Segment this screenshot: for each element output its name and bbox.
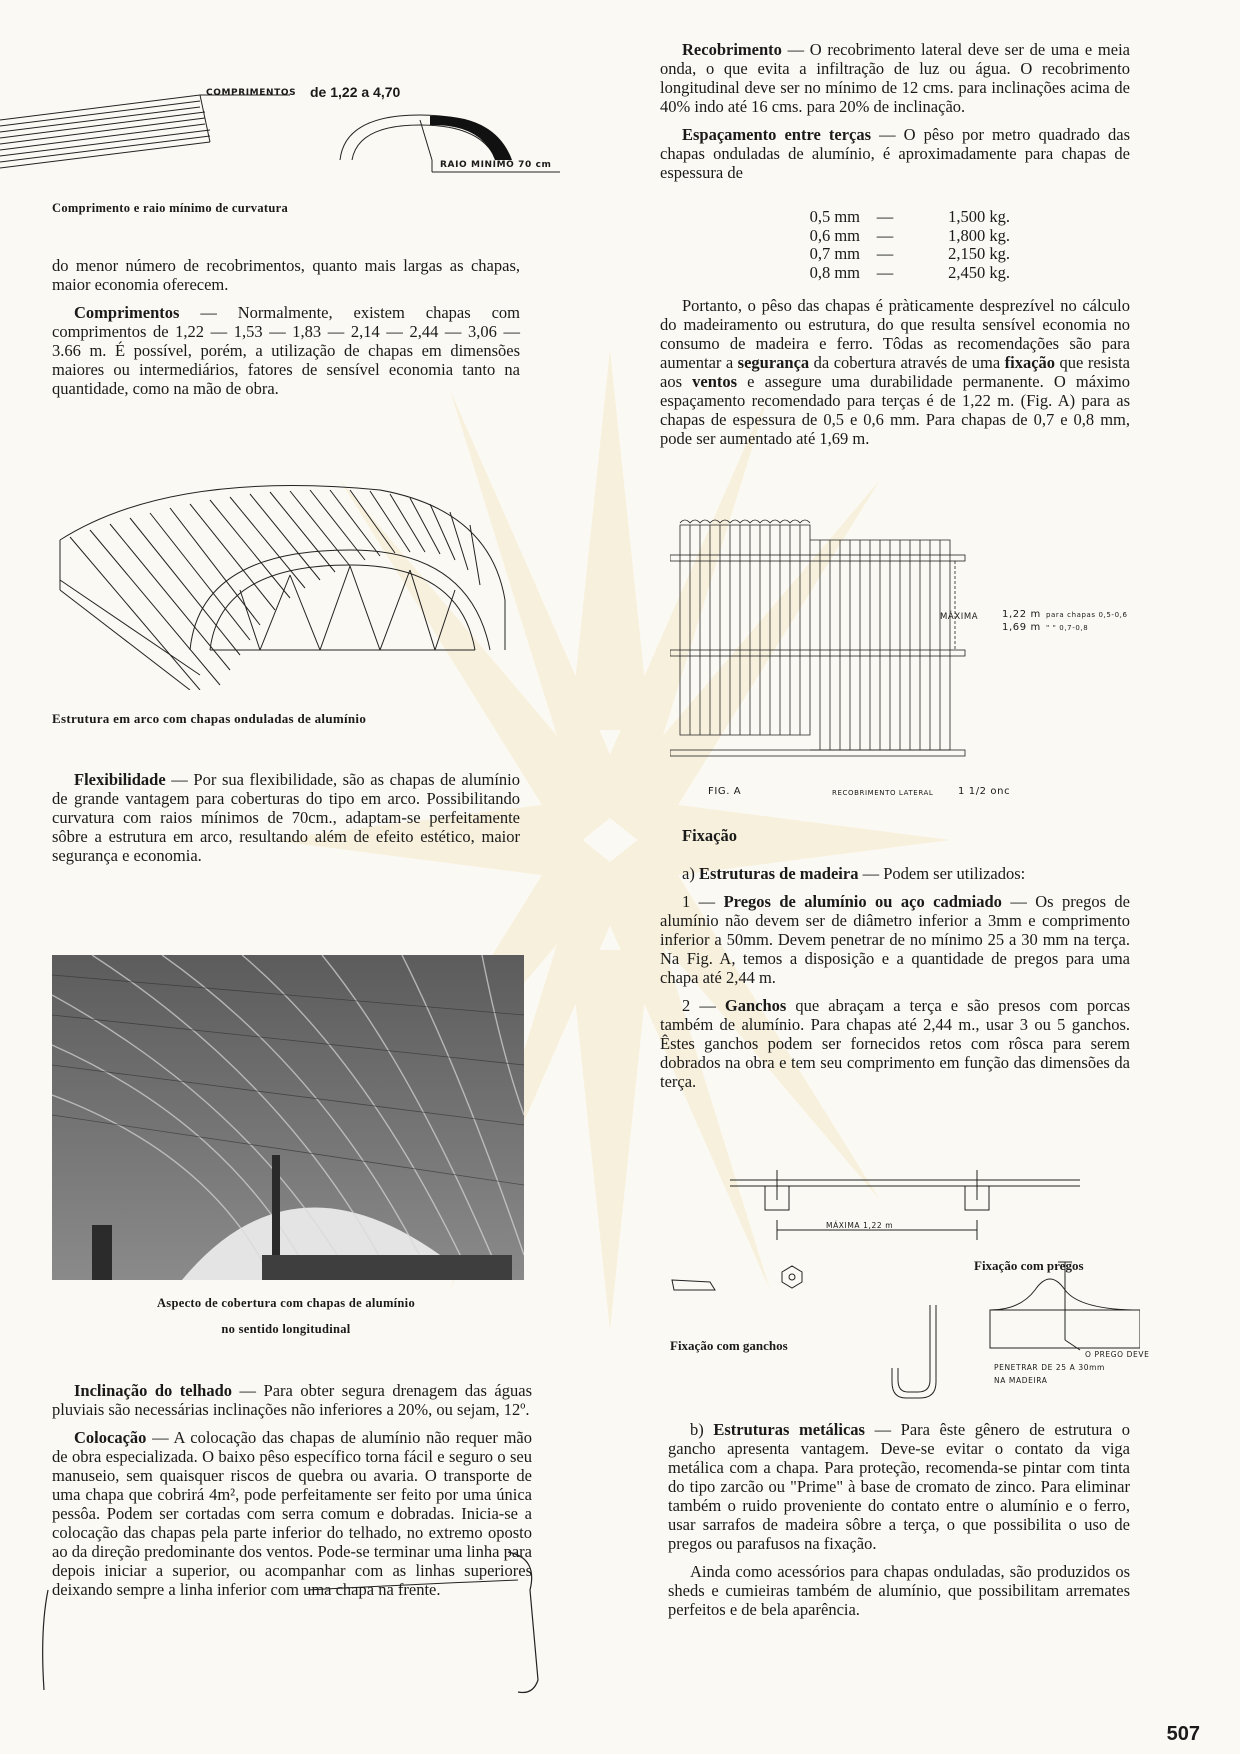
colocacao-text: — A colocação das chapas de alumínio não requer mão de obra especializada. O baixo pêso específico torna fácil e seguro o seu manuseio, sem quaisquer riscos de quebra ou avaria. O transporte de uma chapa que cobrirá 4m², pode perfeitamente ser feito por uma única pessôa. Podem ser cortadas com serra comum e dobradas. Inicia-se a colocação das chapas pela parte inferior do telhado, no extremo oposto ao da direção predominante dos ventos. Pode-se terminar uma linha para depois iniciar a superior, ou acompanhar com as linhas superiores deixando sempre a linha inferior com uma chapa na frente. xyxy=(52,1428,532,1599)
weights-row: 0,7 mm — 2,150 kg. xyxy=(809,244,1010,263)
fig-a-measure-1: 1,22 m xyxy=(1002,609,1041,620)
espacamento-text: — O pêso por metro quadrado das chapas onduladas de alumínio, é aproximadamente para chapas de espessura de xyxy=(660,125,1130,182)
lengths-label: COMPRIMENTOS xyxy=(206,88,297,98)
handwritten-bracket-mark xyxy=(38,1550,558,1700)
recobrimento-text: — O recobrimento lateral deve ser de uma e meia onda, o que evita a infiltração de luz ou água. O recobrimento longitudinal deve ser no mínimo de 12 cms. para inclinações acima de 40% indo até 16 cms. para 20% de inclinação. xyxy=(660,40,1130,116)
fig-a-measure-2: 1,69 m xyxy=(1002,622,1041,633)
photo-caption-line2: no sentido longitudinal xyxy=(221,1322,351,1336)
colocacao-heading: Colocação xyxy=(74,1428,147,1447)
acessorios-paragraph: Ainda como acessórios para chapas onduladas, são produzidos os sheds e cumieiras também de alumínio, que possibilitam arremates perfeitos e de bela aparência. xyxy=(668,1562,1130,1619)
page-number: 507 xyxy=(1166,1723,1200,1745)
fig-a-label: FIG. A xyxy=(708,786,742,797)
espacamento-heading: Espaçamento entre terças xyxy=(682,125,872,144)
prego-note-line2: PENETRAR DE 25 A 30mm xyxy=(994,1363,1105,1372)
comprimentos-heading: Comprimentos xyxy=(74,303,180,322)
weights-table xyxy=(780,208,1020,282)
prego-note-line1: O PREGO DEVE xyxy=(1085,1350,1150,1359)
photo-caption-line1: Aspecto de cobertura com chapas de alumínio xyxy=(156,1296,416,1310)
figure-caption-arch: Estrutura em arco com chapas onduladas de alumínio xyxy=(52,711,367,726)
fig-a-onda-label: 1 1/2 onc xyxy=(958,786,1011,797)
fixacao-heading: Fixação xyxy=(682,826,737,845)
figure-caption-length-radius: Comprimento e raio mínimo de curvatura xyxy=(52,201,289,215)
comprimentos-paragraph xyxy=(52,303,520,398)
roof-interior-photo xyxy=(52,955,524,1280)
fixing-maxima-label: MÁXIMA 1,22 m xyxy=(826,1221,894,1230)
estruturas-metalicas-paragraph: b) Estruturas metálicas — Para êste gênero de estrutura o gancho apresenta vantagem. Deve-se evitar o contato da viga metálica com a chapa. Para proteção, recomenda-se pintar com tinta do tipo zarcão ou "Prime" à base de cromato de zinco. Para eliminar também o ruido proveniente do contato entre o alumínio e o ferro, usar sarrafos de madeira sôbre a terça, o que possibilita o uso de pregos ou parafusos na fixação. xyxy=(668,1420,1130,1553)
lengths-range: de 1,22 a 4,70 xyxy=(310,84,401,100)
prego-note-line3: NA MADEIRA xyxy=(994,1376,1048,1385)
radius-label: RAIO MINIMO 70 cm xyxy=(440,160,552,170)
inclinacao-text: — Para obter segura drenagem das águas pluviais são necessárias inclinações não inferiores a 20%, ou sejam, 12º. xyxy=(52,1381,532,1419)
fig-a-measure-2-note: " " 0,7-0,8 xyxy=(1046,624,1089,632)
fixacao-ganchos-caption: Fixação com ganchos xyxy=(670,1338,788,1353)
fixacao-a-paragraph: a) Estruturas de madeira — Podem ser utilizados: xyxy=(682,864,1026,883)
portanto-paragraph: Portanto, o pêso das chapas é pràticamente desprezível no cálculo do madeiramento ou estrutura, do que resulta sensível economia no consumo de madeira e ferro. Tôdas as recomendações são para aumentar a segurança da cobertura através de uma fixação que resista aos ventos e assegure uma durabilidade permanente. O máximo espaçamento recomendado para terças é de 1,22 m. (Fig. A) para as chapas de espessura de 0,5 e 0,6 mm. Para chapas de 0,7 e 0,8 mm, pode ser aumentado até 1,69 m. xyxy=(660,296,1130,448)
weights-row: 0,6 mm — 1,800 kg. xyxy=(809,225,1010,245)
recobrimento-heading: Recobrimento xyxy=(682,40,782,59)
flexibilidade-text: — Por sua flexibilidade, são as chapas de alumínio de grande vantagem para coberturas do tipo em arco. Possibilitando curvatura com raios mínimos de 70cm., adaptam-se perfeitamente sôbre a estrutura em arco, resultando além de efeito estético, maior segurança e economia. xyxy=(52,770,520,865)
fig-a-purlin-spacing-drawing xyxy=(670,515,970,785)
recobrimento-paragraph xyxy=(660,40,1130,116)
inclinacao-heading: Inclinação do telhado xyxy=(74,1381,233,1400)
fig-a-recobrimento-label: RECOBRIMENTO LATERAL xyxy=(832,789,934,797)
flexibilidade-heading: Flexibilidade xyxy=(74,770,166,789)
fixacao-pregos-caption: Fixação com pregos xyxy=(974,1258,1084,1273)
inclinacao-paragraph xyxy=(52,1381,532,1419)
fixacao-1-paragraph: 1 — Pregos de alumínio ou aço cadmiado — Os pregos de alumínio não devem ser de diâmetro inferior a 3mm e comprimento inferior a 50mm. Devem penetrar de no mínimo 25 a 30 mm na terça. Na Fig. A, temos a disposição e a quantidade de pregos para uma chapa até 2,44 m. xyxy=(660,892,1130,987)
arch-structure-drawing xyxy=(50,480,510,690)
flexibilidade-paragraph xyxy=(52,770,520,865)
comprimentos-text: — Normalmente, existem chapas com comprimentos de 1,22 — 1,53 — 1,83 — 2,14 — 2,44 — 3,06 — 3.66 m. É possível, porém, a utilização de chapas em dimensões maiores ou intermediários, fatores de sensível economia tanto na quantidade, como na mão de obra. xyxy=(52,303,520,398)
fig-a-maxima-label: MÁXIMA xyxy=(940,612,979,622)
weights-row: 0,5 mm — 1,500 kg. xyxy=(809,207,1010,226)
espacamento-paragraph xyxy=(660,125,1130,182)
fig-a-measure-1-note: para chapas 0,5-0,6 xyxy=(1046,611,1128,619)
fixacao-2-paragraph: 2 — Ganchos que abraçam a terça e são presos com porcas também de alumínio. Para chapas até 2,44 m., usar 3 ou 5 ganchos. Êstes ganchos podem ser fornecidos retos com rôsca para serem dobrados na obra e tem seu comprimento em função das dimensões da terça. xyxy=(660,996,1131,1091)
weights-row: 0,8 mm — 2,450 kg. xyxy=(809,262,1010,282)
intro-paragraph: do menor número de recobrimentos, quanto mais largas as chapas, maior economia oferecem. xyxy=(52,256,520,294)
